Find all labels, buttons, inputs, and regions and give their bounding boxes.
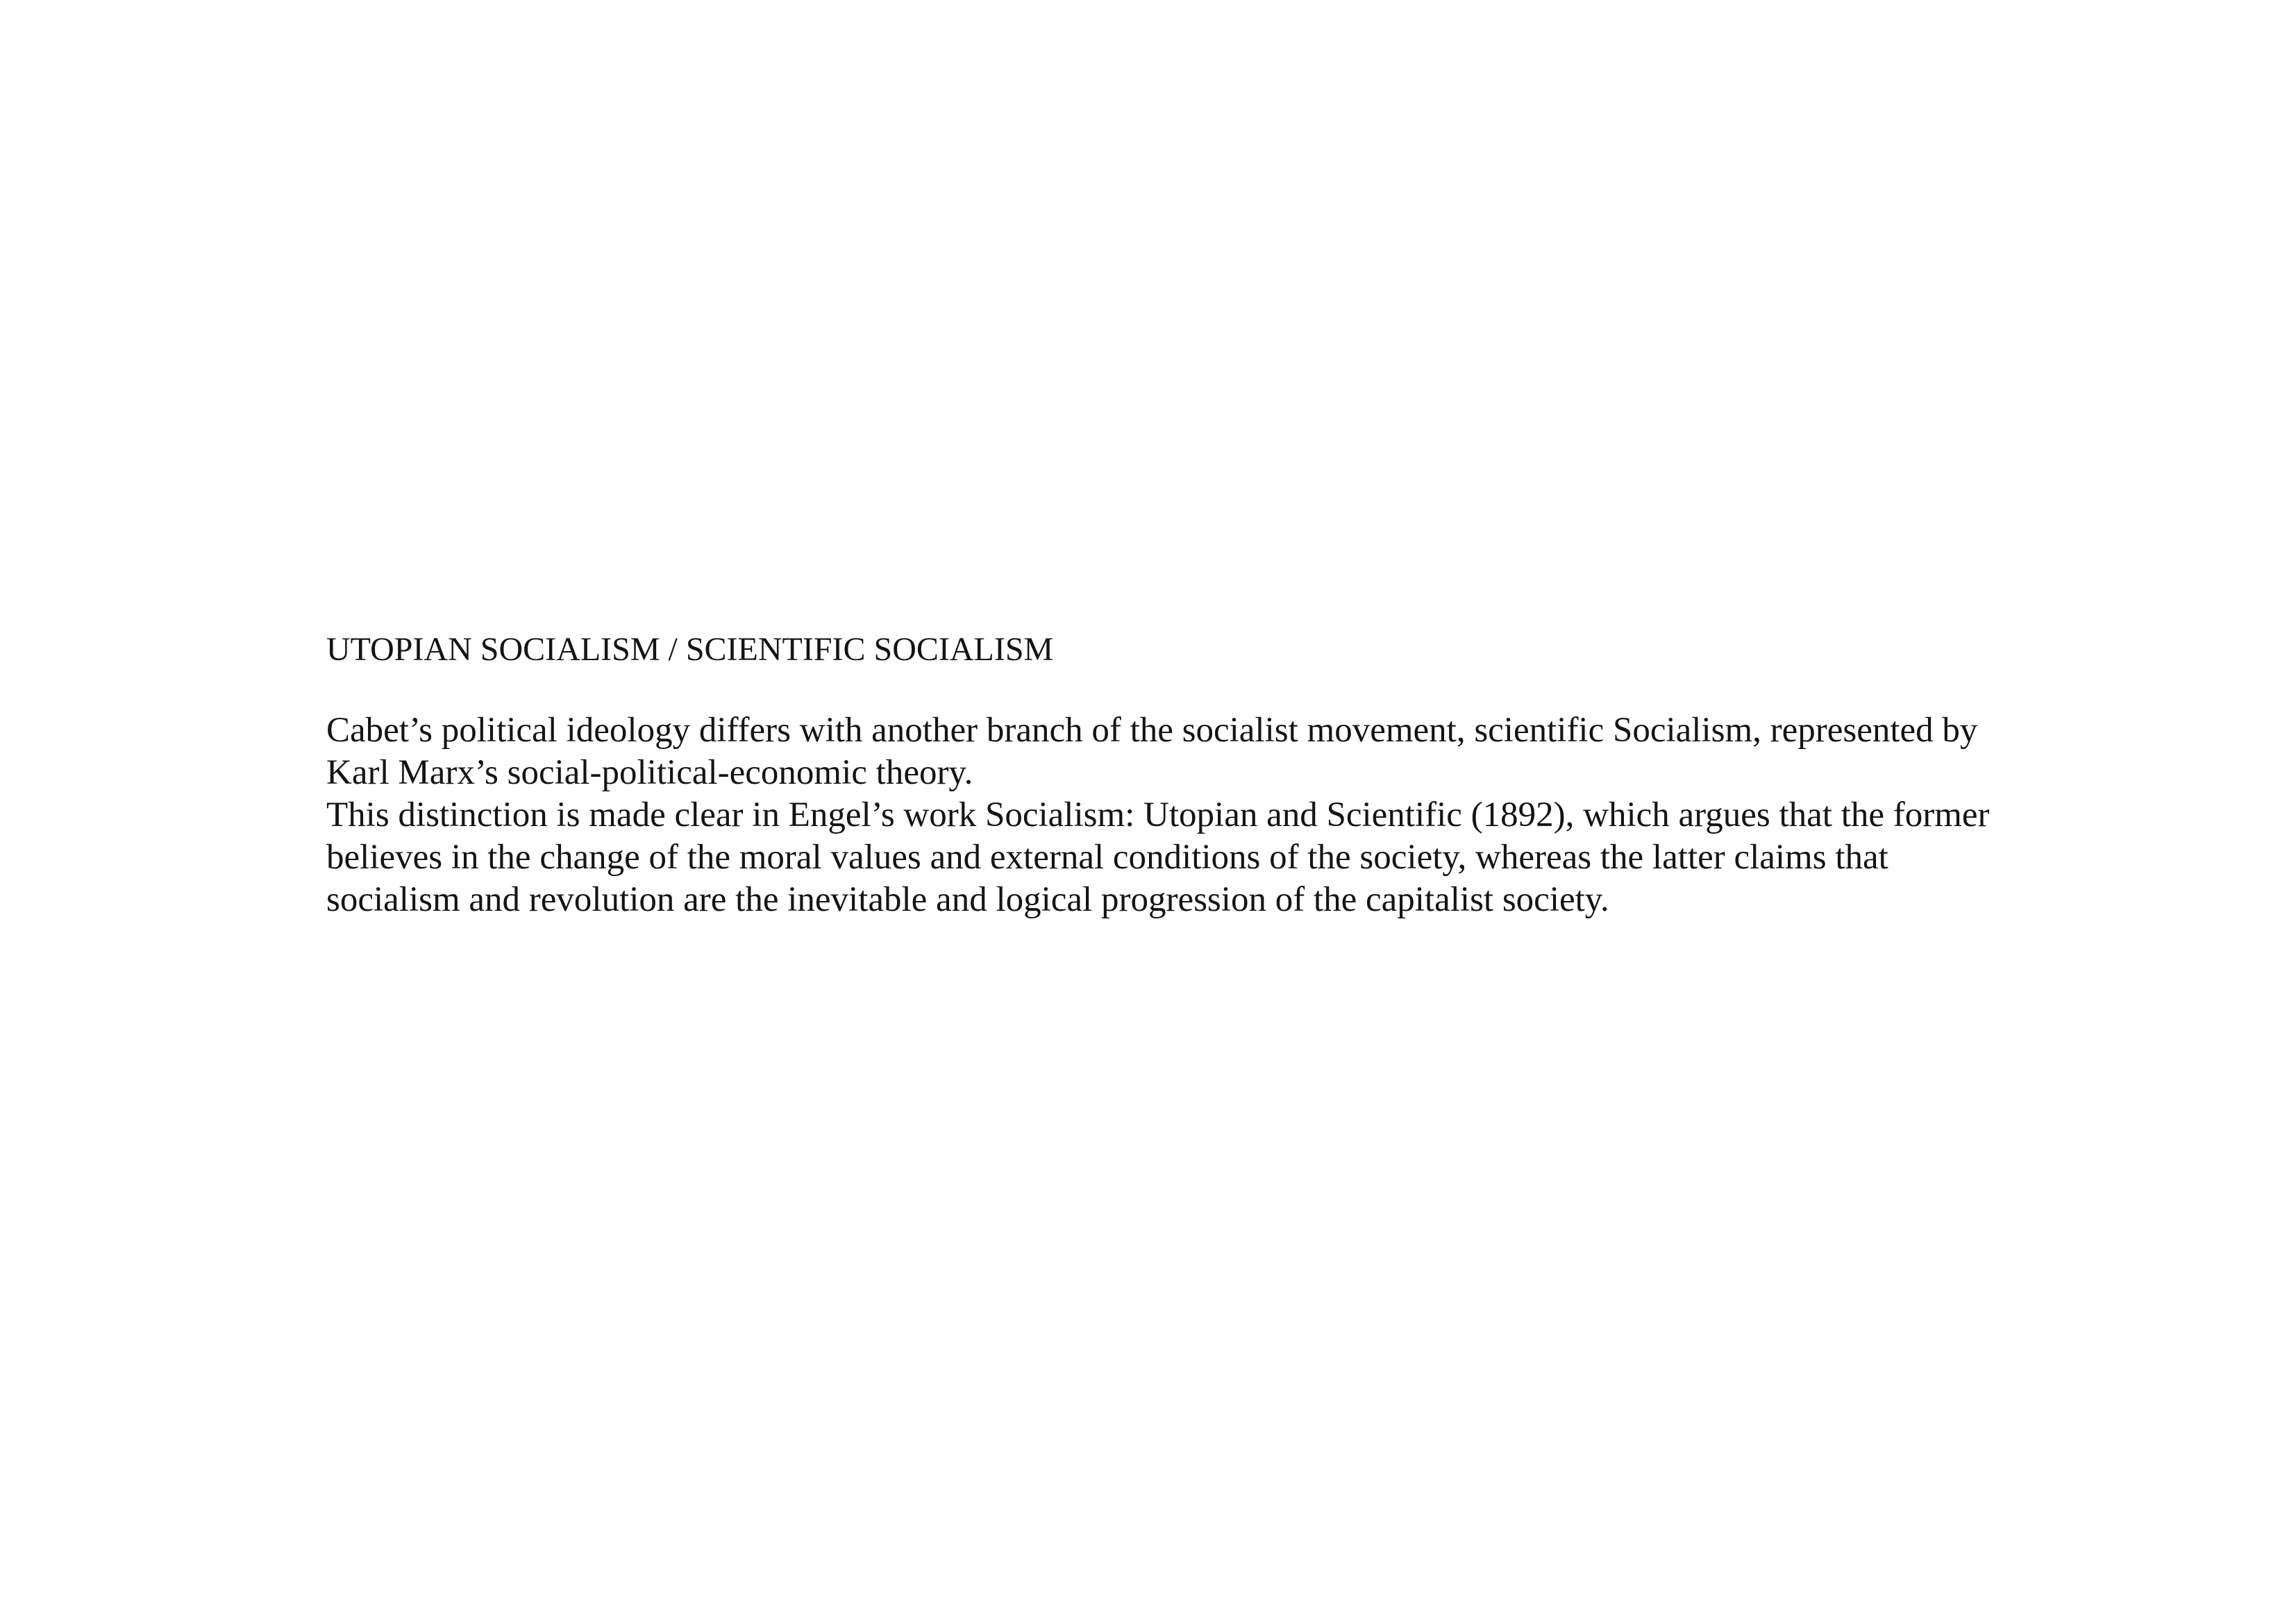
section-heading: UTOPIAN SOCIALISM / SCIENTIFIC SOCIALISM [326, 631, 1054, 668]
body-paragraph [326, 709, 2006, 921]
body-line: socialism and revolution are the inevitable and logical progression of the capitalist society. [326, 880, 1609, 919]
body-line: Cabet’s political ideology differs with another branch of the socialist movement, scientific Socialism, represented by [326, 711, 1978, 750]
text-block [326, 625, 2006, 921]
body-line: This distinction is made clear in Engel’s work Socialism: Utopian and Scientific (1892), which argues that the former [326, 796, 1990, 834]
body-line: believes in the change of the moral values and external conditions of the society, whereas the latter claims that [326, 838, 1888, 877]
body-line: Karl Marx’s social-political-economic theory. [326, 753, 973, 792]
